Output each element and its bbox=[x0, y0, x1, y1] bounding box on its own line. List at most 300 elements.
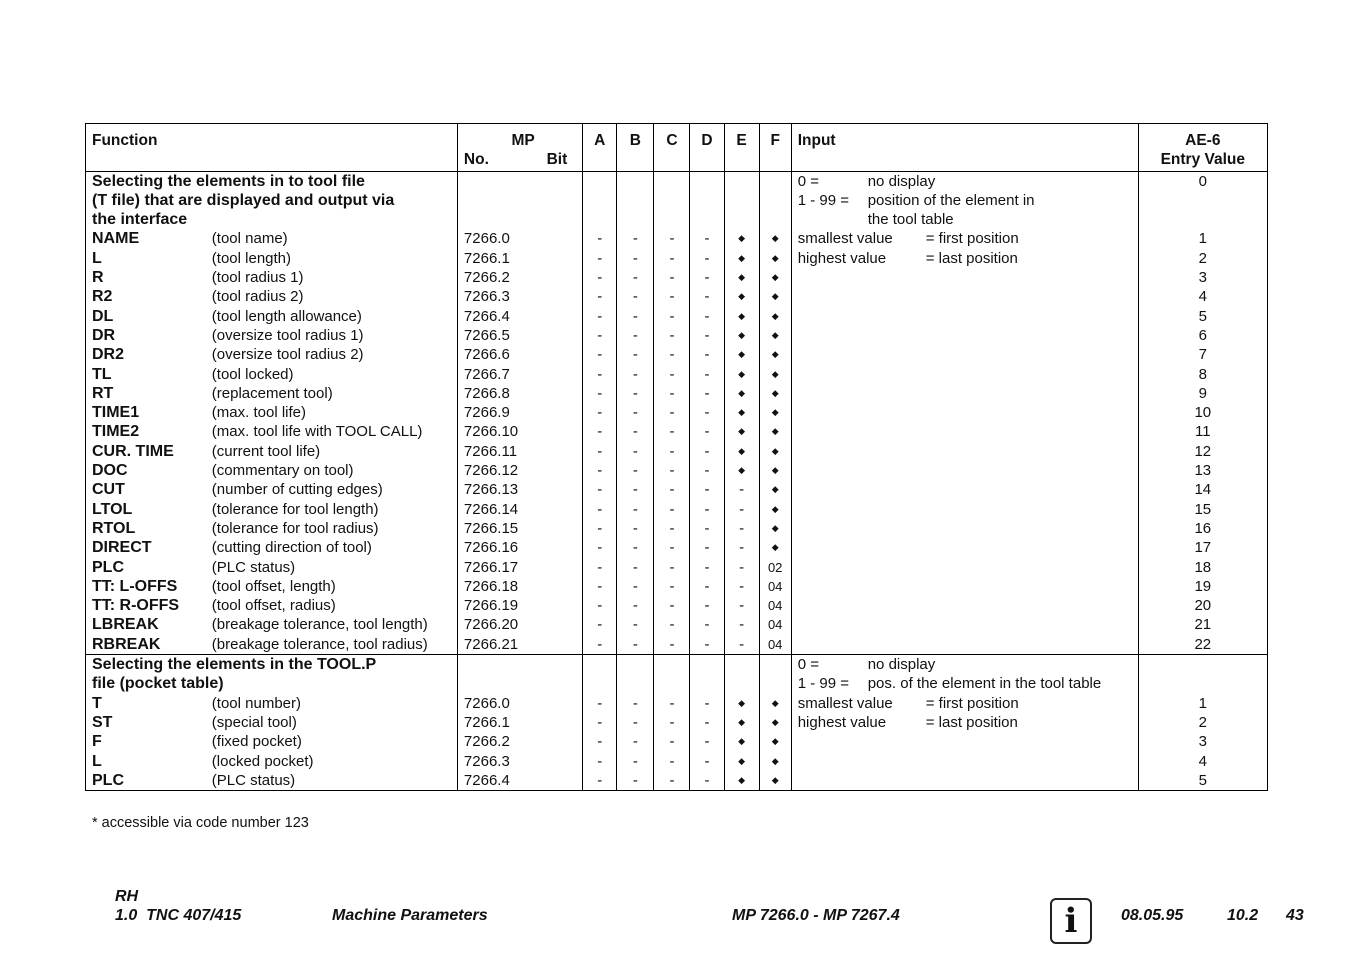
flag-e: ◆ bbox=[724, 422, 759, 441]
flag-a: - bbox=[583, 577, 617, 596]
param-name: LTOL bbox=[92, 500, 133, 518]
flag-f: ◆ bbox=[759, 500, 791, 519]
param-name: NAME bbox=[92, 230, 140, 248]
table-row bbox=[86, 229, 1268, 248]
entry-value: 1 bbox=[1138, 694, 1267, 713]
section2-title: file (pocket table) bbox=[92, 675, 224, 693]
input-cell: highest value = last position bbox=[791, 249, 1138, 268]
flag-a: - bbox=[583, 422, 617, 441]
flag-a: - bbox=[583, 558, 617, 577]
param-name: TIME1 bbox=[92, 404, 140, 422]
flag-cell bbox=[617, 674, 654, 693]
flag-b: - bbox=[617, 732, 654, 751]
mp-number: 7266.12 bbox=[457, 461, 582, 480]
flag-c: - bbox=[654, 713, 690, 732]
flag-f: 04 bbox=[759, 577, 791, 596]
flag-c: - bbox=[654, 558, 690, 577]
flag-c: - bbox=[654, 326, 690, 345]
flag-b: - bbox=[617, 249, 654, 268]
flag-f: 04 bbox=[759, 615, 791, 634]
flag-d: - bbox=[690, 694, 724, 713]
flag-c: - bbox=[654, 732, 690, 751]
input-cell bbox=[791, 287, 1138, 306]
param-desc: (breakage tolerance, tool radius) bbox=[211, 635, 428, 653]
param-name: LBREAK bbox=[92, 616, 159, 634]
param-desc: (tool offset, length) bbox=[211, 577, 336, 595]
flag-a: - bbox=[583, 538, 617, 557]
flag-a: - bbox=[583, 403, 617, 422]
param-desc: (oversize tool radius 2) bbox=[211, 346, 364, 364]
section1-title: (T file) that are displayed and output via bbox=[92, 191, 395, 209]
flag-e: ◆ bbox=[724, 461, 759, 480]
entry-value: 6 bbox=[1138, 326, 1267, 345]
input-cell bbox=[791, 519, 1138, 538]
flag-b: - bbox=[617, 461, 654, 480]
flag-e: - bbox=[724, 519, 759, 538]
flag-b: - bbox=[617, 365, 654, 384]
flag-f: ◆ bbox=[759, 461, 791, 480]
flag-d: - bbox=[690, 326, 724, 345]
flag-e: ◆ bbox=[724, 326, 759, 345]
table-row bbox=[86, 345, 1268, 364]
flag-c: - bbox=[654, 461, 690, 480]
flag-a: - bbox=[583, 384, 617, 403]
entry-value bbox=[1138, 210, 1267, 229]
flag-a: - bbox=[583, 249, 617, 268]
flag-c: - bbox=[654, 345, 690, 364]
table-row bbox=[86, 403, 1268, 422]
input-cell bbox=[791, 538, 1138, 557]
section1-title: the interface bbox=[92, 211, 188, 229]
table-row bbox=[86, 480, 1268, 499]
flag-b: - bbox=[617, 519, 654, 538]
input-cell bbox=[791, 596, 1138, 615]
flag-c: - bbox=[654, 519, 690, 538]
section2-title-row bbox=[86, 655, 1268, 675]
flag-f: ◆ bbox=[759, 345, 791, 364]
flag-c: - bbox=[654, 771, 690, 791]
flag-a: - bbox=[583, 615, 617, 634]
flag-d: - bbox=[690, 596, 724, 615]
mp-number: 7266.2 bbox=[457, 732, 582, 751]
input-cell bbox=[791, 345, 1138, 364]
input-cell: highest value = last position bbox=[791, 713, 1138, 732]
flag-c: - bbox=[654, 694, 690, 713]
header-mp: MP No. Bit bbox=[457, 124, 582, 172]
flag-e: - bbox=[724, 500, 759, 519]
mp-number: 7266.0 bbox=[457, 229, 582, 248]
flag-cell bbox=[617, 191, 654, 210]
input-cell: 0 = no display bbox=[791, 171, 1138, 191]
mp-number: 7266.20 bbox=[457, 615, 582, 634]
input-cell bbox=[791, 480, 1138, 499]
flag-cell bbox=[690, 210, 724, 229]
flag-cell bbox=[583, 655, 617, 675]
flag-d: - bbox=[690, 577, 724, 596]
input-cell bbox=[791, 403, 1138, 422]
param-name: RTOL bbox=[92, 519, 136, 537]
flag-b: - bbox=[617, 480, 654, 499]
mp-number: 7266.11 bbox=[457, 442, 582, 461]
param-name: CUT bbox=[92, 481, 125, 499]
input-cell: 1 - 99 = pos. of the element in the tool table bbox=[791, 674, 1138, 693]
input-cell: smallest value = first position bbox=[791, 694, 1138, 713]
flag-d: - bbox=[690, 287, 724, 306]
flag-a: - bbox=[583, 442, 617, 461]
mp-number: 7266.3 bbox=[457, 287, 582, 306]
flag-a: - bbox=[583, 307, 617, 326]
flag-c: - bbox=[654, 615, 690, 634]
flag-f: 04 bbox=[759, 635, 791, 655]
input-cell bbox=[791, 558, 1138, 577]
table-row bbox=[86, 307, 1268, 326]
param-desc: (PLC status) bbox=[211, 558, 296, 576]
flag-f: ◆ bbox=[759, 229, 791, 248]
flag-d: - bbox=[690, 307, 724, 326]
flag-cell bbox=[724, 171, 759, 191]
flag-f: ◆ bbox=[759, 713, 791, 732]
flag-c: - bbox=[654, 249, 690, 268]
flag-e: ◆ bbox=[724, 771, 759, 791]
table-row bbox=[86, 596, 1268, 615]
flag-a: - bbox=[583, 519, 617, 538]
mp-number: 7266.6 bbox=[457, 345, 582, 364]
param-name: PLC bbox=[92, 771, 124, 789]
param-name: DR bbox=[92, 326, 116, 344]
flag-e: ◆ bbox=[724, 403, 759, 422]
flag-f: ◆ bbox=[759, 403, 791, 422]
flag-c: - bbox=[654, 442, 690, 461]
flag-f: 02 bbox=[759, 558, 791, 577]
entry-value: 1 bbox=[1138, 229, 1267, 248]
flag-cell bbox=[724, 674, 759, 693]
entry-value bbox=[1138, 674, 1267, 693]
flag-f: ◆ bbox=[759, 249, 791, 268]
mp-cell bbox=[457, 655, 582, 675]
mp-number: 7266.19 bbox=[457, 596, 582, 615]
flag-d: - bbox=[690, 752, 724, 771]
flag-a: - bbox=[583, 713, 617, 732]
param-desc: (tool radius 1) bbox=[211, 269, 304, 287]
flag-b: - bbox=[617, 422, 654, 441]
input-cell bbox=[791, 268, 1138, 287]
mp-number: 7266.1 bbox=[457, 249, 582, 268]
flag-d: - bbox=[690, 635, 724, 655]
flag-f: 04 bbox=[759, 596, 791, 615]
mp-number: 7266.16 bbox=[457, 538, 582, 557]
flag-b: - bbox=[617, 538, 654, 557]
param-desc: (tool number) bbox=[211, 694, 301, 712]
flag-d: - bbox=[690, 558, 724, 577]
flag-f: ◆ bbox=[759, 307, 791, 326]
section1-title-row bbox=[86, 191, 1268, 210]
param-desc: (PLC status) bbox=[211, 771, 296, 789]
entry-value: 5 bbox=[1138, 771, 1267, 791]
param-desc: (oversize tool radius 1) bbox=[211, 326, 364, 344]
mp-number: 7266.21 bbox=[457, 635, 582, 655]
flag-cell bbox=[617, 210, 654, 229]
header-col-b: B bbox=[617, 124, 654, 172]
flag-e: - bbox=[724, 615, 759, 634]
flag-a: - bbox=[583, 287, 617, 306]
table-row bbox=[86, 268, 1268, 287]
input-cell bbox=[791, 577, 1138, 596]
flag-b: - bbox=[617, 500, 654, 519]
flag-cell bbox=[583, 210, 617, 229]
table-row bbox=[86, 558, 1268, 577]
entry-value: 21 bbox=[1138, 615, 1267, 634]
entry-value: 22 bbox=[1138, 635, 1267, 655]
entry-value: 2 bbox=[1138, 713, 1267, 732]
flag-b: - bbox=[617, 558, 654, 577]
param-desc: (tool offset, radius) bbox=[211, 597, 336, 615]
flag-c: - bbox=[654, 480, 690, 499]
flag-f: ◆ bbox=[759, 268, 791, 287]
flag-e: ◆ bbox=[724, 694, 759, 713]
flag-d: - bbox=[690, 538, 724, 557]
flag-e: ◆ bbox=[724, 752, 759, 771]
flag-e: - bbox=[724, 538, 759, 557]
entry-value: 16 bbox=[1138, 519, 1267, 538]
param-desc: (tool length) bbox=[211, 249, 292, 267]
param-name: T bbox=[92, 694, 102, 712]
entry-value: 5 bbox=[1138, 307, 1267, 326]
table-row bbox=[86, 365, 1268, 384]
table-row bbox=[86, 461, 1268, 480]
flag-b: - bbox=[617, 403, 654, 422]
flag-c: - bbox=[654, 268, 690, 287]
param-name: RT bbox=[92, 384, 114, 402]
flag-cell bbox=[759, 210, 791, 229]
flag-c: - bbox=[654, 229, 690, 248]
input-cell bbox=[791, 307, 1138, 326]
table-row bbox=[86, 249, 1268, 268]
entry-value: 4 bbox=[1138, 752, 1267, 771]
flag-b: - bbox=[617, 615, 654, 634]
table-row bbox=[86, 326, 1268, 345]
param-name: TL bbox=[92, 365, 112, 383]
mp-number: 7266.3 bbox=[457, 752, 582, 771]
input-cell: 0 = no display bbox=[791, 655, 1138, 675]
flag-b: - bbox=[617, 771, 654, 791]
flag-cell bbox=[759, 674, 791, 693]
flag-cell bbox=[617, 655, 654, 675]
flag-cell bbox=[690, 171, 724, 191]
flag-d: - bbox=[690, 480, 724, 499]
flag-cell bbox=[690, 655, 724, 675]
flag-e: ◆ bbox=[724, 442, 759, 461]
table-row bbox=[86, 771, 1268, 791]
mp-number: 7266.1 bbox=[457, 713, 582, 732]
footer-version: 1.0 TNC 407/415 bbox=[115, 907, 242, 924]
flag-d: - bbox=[690, 442, 724, 461]
param-name: F bbox=[92, 733, 102, 751]
input-cell bbox=[791, 732, 1138, 751]
table-row bbox=[86, 732, 1268, 751]
flag-e: ◆ bbox=[724, 229, 759, 248]
flag-a: - bbox=[583, 771, 617, 791]
header-col-a: A bbox=[583, 124, 617, 172]
param-desc: (tool locked) bbox=[211, 365, 294, 383]
flag-cell bbox=[690, 191, 724, 210]
mp-number: 7266.4 bbox=[457, 307, 582, 326]
table-row bbox=[86, 538, 1268, 557]
table-row bbox=[86, 752, 1268, 771]
flag-f: ◆ bbox=[759, 694, 791, 713]
footer-page: 43 bbox=[1286, 907, 1304, 924]
param-desc: (current tool life) bbox=[211, 442, 321, 460]
table-row bbox=[86, 442, 1268, 461]
flag-b: - bbox=[617, 384, 654, 403]
param-desc: (tool name) bbox=[211, 230, 288, 248]
flag-a: - bbox=[583, 229, 617, 248]
flag-cell bbox=[690, 674, 724, 693]
flag-d: - bbox=[690, 500, 724, 519]
flag-b: - bbox=[617, 752, 654, 771]
footer-range: MP 7266.0 - MP 7267.4 bbox=[732, 907, 900, 924]
header-function: Function bbox=[86, 124, 458, 172]
flag-cell bbox=[654, 674, 690, 693]
flag-b: - bbox=[617, 694, 654, 713]
footer-chapter: 10.2 bbox=[1227, 907, 1259, 924]
mp-cell bbox=[457, 191, 582, 210]
flag-f: ◆ bbox=[759, 480, 791, 499]
flag-cell bbox=[759, 191, 791, 210]
flag-f: ◆ bbox=[759, 538, 791, 557]
flag-d: - bbox=[690, 365, 724, 384]
flag-b: - bbox=[617, 577, 654, 596]
flag-d: - bbox=[690, 615, 724, 634]
entry-value: 20 bbox=[1138, 596, 1267, 615]
flag-cell bbox=[724, 210, 759, 229]
param-name: L bbox=[92, 249, 102, 267]
param-name: DIRECT bbox=[92, 539, 152, 557]
flag-a: - bbox=[583, 752, 617, 771]
input-cell bbox=[791, 442, 1138, 461]
param-name: DOC bbox=[92, 462, 128, 480]
flag-e: ◆ bbox=[724, 268, 759, 287]
flag-b: - bbox=[617, 442, 654, 461]
flag-cell bbox=[724, 191, 759, 210]
param-name: R bbox=[92, 269, 104, 287]
flag-b: - bbox=[617, 713, 654, 732]
mp-number: 7266.10 bbox=[457, 422, 582, 441]
footer-section: Machine Parameters bbox=[332, 907, 488, 924]
param-desc: (tool length allowance) bbox=[211, 307, 362, 325]
entry-value: 18 bbox=[1138, 558, 1267, 577]
section1-title-row bbox=[86, 210, 1268, 229]
flag-e: ◆ bbox=[724, 732, 759, 751]
flag-c: - bbox=[654, 635, 690, 655]
flag-cell bbox=[759, 655, 791, 675]
flag-a: - bbox=[583, 461, 617, 480]
mp-number: 7266.9 bbox=[457, 403, 582, 422]
section1-title: Selecting the elements in to tool file bbox=[86, 171, 458, 191]
param-name: DL bbox=[92, 307, 114, 325]
flag-a: - bbox=[583, 694, 617, 713]
param-desc: (commentary on tool) bbox=[211, 462, 354, 480]
mp-number: 7266.17 bbox=[457, 558, 582, 577]
param-desc: (tool radius 2) bbox=[211, 288, 304, 306]
header-ae6: AE-6 Entry Value bbox=[1138, 124, 1267, 172]
param-desc: (fixed pocket) bbox=[211, 733, 302, 751]
entry-value: 3 bbox=[1138, 732, 1267, 751]
flag-e: ◆ bbox=[724, 287, 759, 306]
flag-a: - bbox=[583, 365, 617, 384]
param-desc: (breakage tolerance, tool length) bbox=[211, 616, 428, 634]
entry-value: 13 bbox=[1138, 461, 1267, 480]
flag-f: ◆ bbox=[759, 384, 791, 403]
mp-number: 7266.2 bbox=[457, 268, 582, 287]
flag-cell bbox=[583, 674, 617, 693]
flag-e: - bbox=[724, 558, 759, 577]
flag-f: ◆ bbox=[759, 771, 791, 791]
parameter-table bbox=[85, 123, 1268, 791]
flag-d: - bbox=[690, 461, 724, 480]
flag-c: - bbox=[654, 752, 690, 771]
mp-number: 7266.4 bbox=[457, 771, 582, 791]
flag-f: ◆ bbox=[759, 365, 791, 384]
flag-b: - bbox=[617, 287, 654, 306]
entry-value: 0 bbox=[1138, 171, 1267, 191]
entry-value: 8 bbox=[1138, 365, 1267, 384]
table-header bbox=[86, 124, 1268, 172]
input-cell bbox=[791, 326, 1138, 345]
flag-e: ◆ bbox=[724, 345, 759, 364]
flag-a: - bbox=[583, 596, 617, 615]
param-desc: (max. tool life with TOOL CALL) bbox=[211, 423, 423, 441]
entry-value: 9 bbox=[1138, 384, 1267, 403]
section2-title-row bbox=[86, 674, 1268, 693]
param-name: DR2 bbox=[92, 346, 125, 364]
flag-b: - bbox=[617, 635, 654, 655]
flag-c: - bbox=[654, 500, 690, 519]
flag-e: ◆ bbox=[724, 384, 759, 403]
flag-cell bbox=[654, 210, 690, 229]
input-cell bbox=[791, 384, 1138, 403]
footer-rh: RH bbox=[115, 888, 139, 905]
input-cell bbox=[791, 422, 1138, 441]
input-cell bbox=[791, 461, 1138, 480]
entry-value bbox=[1138, 191, 1267, 210]
flag-e: - bbox=[724, 635, 759, 655]
param-name: R2 bbox=[92, 288, 113, 306]
flag-c: - bbox=[654, 287, 690, 306]
flag-b: - bbox=[617, 307, 654, 326]
param-desc: (cutting direction of tool) bbox=[211, 539, 372, 557]
flag-f: ◆ bbox=[759, 422, 791, 441]
entry-value: 14 bbox=[1138, 480, 1267, 499]
flag-f: ◆ bbox=[759, 732, 791, 751]
flag-cell bbox=[583, 171, 617, 191]
flag-b: - bbox=[617, 229, 654, 248]
param-name: L bbox=[92, 752, 102, 770]
input-cell bbox=[791, 771, 1138, 791]
flag-c: - bbox=[654, 307, 690, 326]
flag-c: - bbox=[654, 365, 690, 384]
param-desc: (max. tool life) bbox=[211, 404, 306, 422]
param-name: TT: R-OFFS bbox=[92, 597, 180, 615]
flag-d: - bbox=[690, 229, 724, 248]
input-cell: the tool table bbox=[791, 210, 1138, 229]
entry-value: 11 bbox=[1138, 422, 1267, 441]
flag-a: - bbox=[583, 268, 617, 287]
flag-cell bbox=[583, 191, 617, 210]
flag-a: - bbox=[583, 326, 617, 345]
flag-e: ◆ bbox=[724, 365, 759, 384]
flag-e: ◆ bbox=[724, 713, 759, 732]
header-col-c: C bbox=[654, 124, 690, 172]
